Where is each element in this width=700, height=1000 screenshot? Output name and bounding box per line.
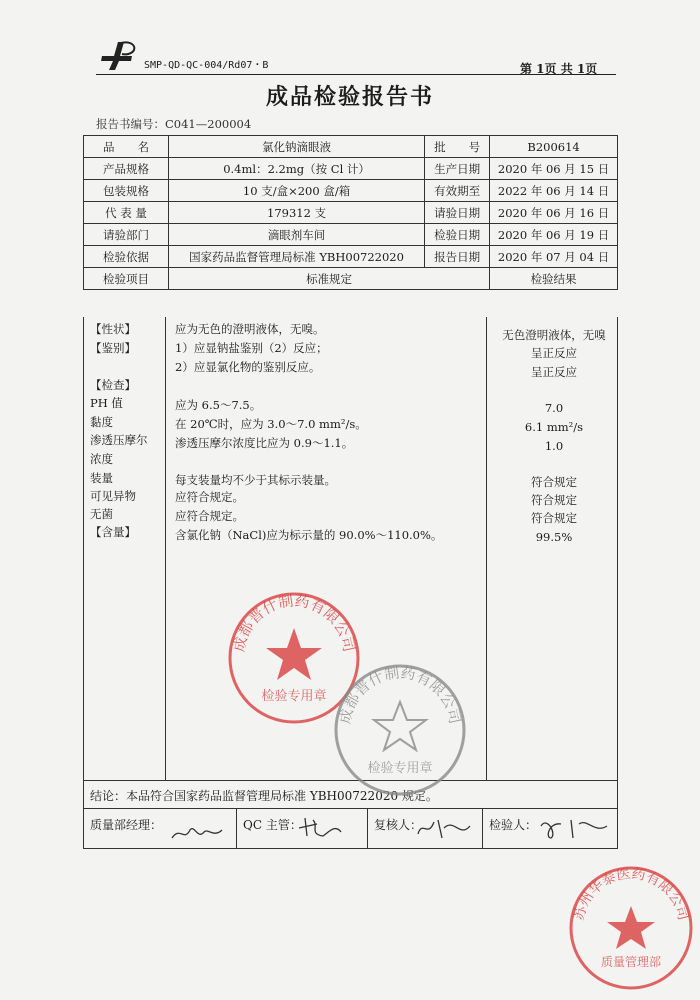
document-number: SMP-QD-QC-004/Rd07・B xyxy=(144,60,269,71)
res-sterility: 符合规定 xyxy=(531,511,577,525)
reviewer-cell xyxy=(368,808,482,848)
col-header-standard: 标准规定 xyxy=(169,268,490,290)
inspection-seal-stamp-grey xyxy=(330,660,470,800)
label-request-date: 请验日期 xyxy=(425,202,490,224)
inspector-label: 检验人： xyxy=(489,818,538,832)
signature-row xyxy=(83,808,618,849)
label-spec: 产品规格 xyxy=(84,158,169,180)
res-identification-2: 呈正反应 xyxy=(531,365,577,379)
res-assay: 99.5% xyxy=(535,530,573,544)
col-header-result: 检验结果 xyxy=(490,268,618,290)
signature-scribble xyxy=(537,814,615,842)
res-osmolality: 1.0 xyxy=(544,439,564,453)
svg-text:苏州华泰医药有限公司: 苏州华泰医药有限公司 xyxy=(571,865,691,923)
column-divider xyxy=(165,317,166,780)
value-report-date: 2020 年 07 月 04 日 xyxy=(490,246,618,268)
std-identification-1: 1）应显钠盐鉴别（2）反应； xyxy=(175,341,328,355)
item-identification: 【鉴别】 xyxy=(90,341,136,355)
item-osmolality: 渗透压摩尔 xyxy=(90,433,148,447)
res-ph: 7.0 xyxy=(544,401,564,415)
qc-supervisor-label: QC 主管： xyxy=(243,818,302,832)
std-visible-particles: 应符合规定。 xyxy=(175,490,244,504)
page-title: 成品检验报告书 xyxy=(265,84,434,110)
reviewer-label: 复核人： xyxy=(374,818,423,832)
std-ph: 应为 6.5～7.5。 xyxy=(175,398,262,412)
label-mfg-date: 生产日期 xyxy=(425,158,490,180)
item-ph: PH 值 xyxy=(90,396,123,410)
value-package: 10 支/盒×200 盒/箱 xyxy=(169,180,425,202)
signature-scribble xyxy=(170,822,226,844)
std-viscosity: 在 20℃时，应为 3.0～7.0 mm²/s。 xyxy=(175,417,367,431)
table-row xyxy=(84,246,618,268)
res-identification-1: 呈正反应 xyxy=(531,346,577,360)
item-appearance: 【性状】 xyxy=(90,322,136,336)
company-logo-icon xyxy=(98,36,138,70)
std-identification-2: 2）应显氯化物的鉴别反应。 xyxy=(175,360,321,374)
svg-text:质量管理部: 质量管理部 xyxy=(600,955,662,969)
value-department: 滴眼剂车间 xyxy=(169,224,425,246)
std-fill-volume: 每支装量均不少于其标示装量。 xyxy=(175,473,336,487)
label-package: 包装规格 xyxy=(84,180,169,202)
qa-manager-label: 质量部经理： xyxy=(90,818,163,832)
label-basis: 检验依据 xyxy=(84,246,169,268)
signature-scribble xyxy=(414,816,474,842)
res-viscosity: 6.1 mm²/s xyxy=(524,420,584,434)
value-request-date: 2020 年 06 月 16 日 xyxy=(490,202,618,224)
label-expiry: 有效期至 xyxy=(425,180,490,202)
std-appearance: 应为无色的澄明液体，无嗅。 xyxy=(175,322,325,336)
res-visible-particles: 符合规定 xyxy=(531,493,577,507)
table-row xyxy=(84,136,618,158)
qa-manager-cell xyxy=(84,808,236,848)
std-osmolality: 渗透压摩尔浓度比应为 0.9～1.1。 xyxy=(175,436,354,450)
svg-text:检验专用章: 检验专用章 xyxy=(261,689,327,704)
item-visible-particles: 可见异物 xyxy=(90,489,136,503)
table-row xyxy=(84,158,618,180)
label-test-date: 检验日期 xyxy=(425,224,490,246)
item-tests-header: 【检查】 xyxy=(90,378,136,392)
item-viscosity: 黏度 xyxy=(90,415,113,429)
svg-text:检验专用章: 检验专用章 xyxy=(367,761,433,776)
table-row xyxy=(84,224,618,246)
info-table xyxy=(83,135,618,290)
table-row xyxy=(84,180,618,202)
quality-dept-stamp xyxy=(565,862,697,994)
item-osmolality-2: 浓度 xyxy=(90,452,113,466)
value-spec: 0.4ml：2.2mg（按 Cl 计） xyxy=(169,158,425,180)
res-fill-volume: 符合规定 xyxy=(531,475,577,489)
label-report-date: 报告日期 xyxy=(425,246,490,268)
svg-text:成都普什制药有限公司: 成都普什制药有限公司 xyxy=(335,663,465,726)
label-product-name: 品 名 xyxy=(84,136,169,158)
page-info: 第 1页 共 1页 xyxy=(520,62,598,76)
report-number: 报告书编号：C041—200004 xyxy=(96,117,252,131)
std-assay: 含氯化钠（NaCl)应为标示量的 90.0%～110.0%。 xyxy=(175,528,443,542)
value-basis: 国家药品监督管理局标准 YBH00722020 xyxy=(169,246,425,268)
header-divider xyxy=(96,74,616,75)
value-quantity: 179312 支 xyxy=(169,202,425,224)
column-divider xyxy=(486,317,487,780)
item-assay: 【含量】 xyxy=(90,525,136,539)
res-appearance: 无色澄明液体，无嗅 xyxy=(502,328,606,342)
value-batch: B200614 xyxy=(490,136,618,158)
value-mfg-date: 2020 年 06 月 15 日 xyxy=(490,158,618,180)
value-test-date: 2020 年 06 月 19 日 xyxy=(490,224,618,246)
label-batch: 批 号 xyxy=(425,136,490,158)
inspector-cell xyxy=(483,808,617,848)
signature-scribble xyxy=(295,814,351,840)
qc-supervisor-cell xyxy=(237,808,367,848)
conclusion-text: 结论：本品符合国家药品监督管理局标准 YBH00722020 规定。 xyxy=(90,789,438,803)
item-fill-volume: 装量 xyxy=(90,471,113,485)
item-sterility: 无菌 xyxy=(90,507,113,521)
col-header-item: 检验项目 xyxy=(84,268,169,290)
svg-text:成都普什制药有限公司: 成都普什制药有限公司 xyxy=(229,591,359,654)
std-sterility: 应符合规定。 xyxy=(175,509,244,523)
label-quantity: 代 表 量 xyxy=(84,202,169,224)
value-product-name: 氯化钠滴眼液 xyxy=(169,136,425,158)
table-row xyxy=(84,202,618,224)
value-expiry: 2022 年 06 月 14 日 xyxy=(490,180,618,202)
table-header-row xyxy=(84,268,618,290)
label-department: 请验部门 xyxy=(84,224,169,246)
